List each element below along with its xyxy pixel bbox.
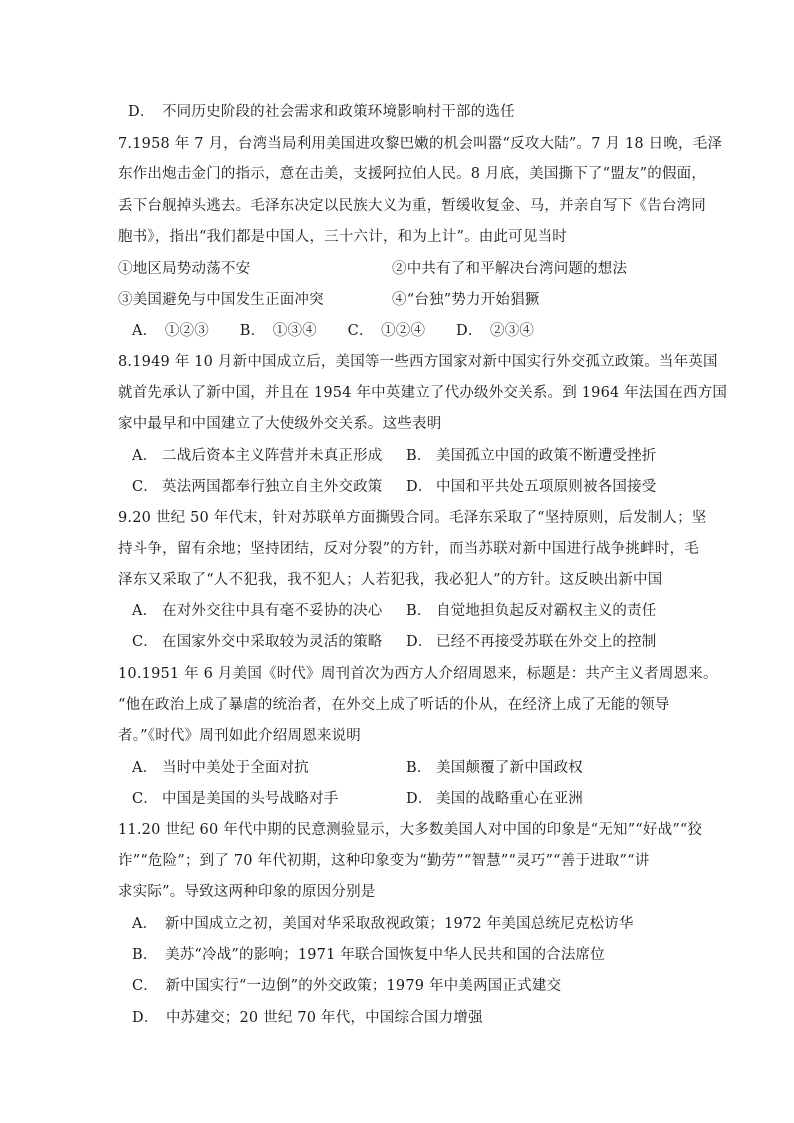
q10-stem-line-1: 10.1951 年 6 月美国《时代》周刊首次为西方人介绍周恩来，标题是：共产主义者周恩来。: [118, 666, 718, 682]
q7-stem-line-2: 东作出炮击金门的指示，意在击美，支援阿拉伯人民。8 月底，美国撕下了“盟友”的假面，: [118, 166, 707, 182]
q11-option-c: C． 新中国实行“一边倒”的外交政策；1979 年中美两国正式建交: [132, 978, 562, 994]
q8-option-a-text: 二战后资本主义阵营并未真正形成: [162, 448, 383, 464]
q8-option-c-letter: C．: [132, 479, 158, 495]
q7-answer-c: C． ①②④: [347, 323, 426, 339]
q9-option-a: [132, 601, 383, 621]
q7-answer-b: B． ①③④: [239, 323, 317, 339]
q7-stem-line-3: 丢下台舰掉头逃去。毛泽东决定以民族大义为重，暂缓收复金、马，并亲自写下《告台湾同: [118, 198, 706, 214]
q10-option-b-letter: B．: [406, 760, 432, 776]
q7-item-1: ①地区局势动荡不安: [118, 261, 251, 277]
q10-option-a-letter: A．: [132, 760, 158, 776]
q10-option-c-letter: C．: [132, 791, 158, 807]
q7-item-3: ③美国避免与中国发生正面冲突: [118, 292, 324, 308]
q8-option-b: [406, 446, 657, 466]
q10-option-a: [132, 758, 309, 778]
q8-option-b-letter: B．: [406, 448, 432, 464]
q7-stem-line-1: 7.1958 年 7 月，台湾当局利用美国进攻黎巴嫩的机会叫嚣“反攻大陆”。7 月 18 日晚，毛泽: [118, 136, 723, 152]
q8-option-c: [132, 477, 383, 497]
q9-option-c-text: 在国家外交中采取较为灵活的策略: [162, 634, 383, 650]
q9-option-b: [406, 601, 657, 621]
q8-stem-line-1: 8.1949 年 10 月新中国成立后，美国等一些西方国家对新中国实行外交孤立政策。当年英国: [118, 354, 718, 370]
q11-option-b: B． 美苏“冷战”的影响；1971 年联合国恢复中华人民共和国的合法席位: [132, 947, 605, 963]
q10-option-a-text: 当时中美处于全面对抗: [162, 760, 309, 776]
q11-stem-line-1: 11.20 世纪 60 年代中期的民意测验显示，大多数美国人对中国的印象是“无知”“好战”“狡: [118, 822, 703, 838]
q9-stem-line-3: 泽东又采取了“人不犯我，我不犯人；人若犯我，我必犯人”的方针。这反映出新中国: [118, 572, 663, 588]
q10-option-d-letter: D．: [406, 791, 433, 807]
q11-option-a: A． 新中国成立之初，美国对华采取敌视政策；1972 年美国总统尼克松访华: [132, 916, 634, 932]
q8-option-b-text: 美国孤立中国的政策不断遭受挫折: [436, 448, 657, 464]
q11-stem-line-3: 求实际”。导致这两种印象的原因分别是: [118, 884, 376, 900]
q7-item-2: ②中共有了和平解决台湾问题的想法: [392, 261, 628, 277]
q9-option-c-letter: C．: [132, 634, 158, 650]
q8-stem-line-3: 家中最早和中国建立了大使级外交关系。这些表明: [118, 416, 442, 432]
q9-option-a-letter: A．: [132, 603, 158, 619]
q8-option-d: [406, 477, 657, 497]
q10-stem-line-3: 者。”《时代》周刊如此介绍周恩来说明: [118, 728, 362, 744]
q9-option-d: [406, 632, 657, 652]
q8-option-c-text: 英法两国都奉行独立自主外交政策: [162, 479, 383, 495]
q10-stem-line-2: “他在政治上成了暴虐的统治者，在外交上成了听话的仆从，在经济上成了无能的领导: [118, 697, 670, 713]
q11-stem-line-2: 诈”“危险”；到了 70 年代初期，这种印象变为“勤劳”“智慧”“灵巧”“善于进取”“讲: [118, 853, 650, 869]
q10-option-c: [132, 789, 338, 809]
q7-stem-line-4: 胞书》，指出“我们都是中国人，三十六计，和为上计”。由此可见当时: [118, 229, 567, 245]
q11-option-d: D． 中苏建交；20 世纪 70 年代，中国综合国力增强: [132, 1010, 483, 1026]
q7-answer-d: D． ②③④: [456, 323, 535, 339]
q9-option-d-text: 已经不再接受苏联在外交上的控制: [436, 634, 657, 650]
q10-option-c-text: 中国是美国的头号战略对手: [162, 791, 339, 807]
q9-stem-line-2: 持斗争，留有余地；坚持团结，反对分裂”的方针，而当苏联对新中国进行战争挑衅时，毛: [118, 541, 699, 557]
q7-item-4: ④“台独”势力开始猖獗: [392, 292, 540, 308]
q10-option-d: [406, 789, 583, 809]
q10-option-d-text: 美国的战略重心在亚洲: [436, 791, 583, 807]
q9-stem-line-1: 9.20 世纪 50 年代末，针对苏联单方面撕毁合同。毛泽东采取了“坚持原则，后发制人；坚: [118, 510, 707, 526]
q6-option-d: D． 不同历史阶段的社会需求和政策环境影响村干部的选任: [128, 104, 515, 120]
q9-option-d-letter: D．: [406, 634, 433, 650]
q8-option-d-text: 中国和平共处五项原则被各国接受: [436, 479, 657, 495]
q10-option-b: [406, 758, 583, 778]
q8-stem-line-2: 就首先承认了新中国，并且在 1954 年中英建立了代办级外交关系。到 1964 年法国在西方国: [118, 385, 728, 401]
q10-option-b-text: 美国颠覆了新中国政权: [436, 760, 583, 776]
q9-option-a-text: 在对外交往中具有毫不妥协的决心: [162, 603, 383, 619]
q7-answer-a: A． ①②③: [132, 323, 209, 339]
q8-option-d-letter: D．: [406, 479, 433, 495]
q8-option-a-letter: A．: [132, 448, 158, 464]
q9-option-b-text: 自觉地担负起反对霸权主义的责任: [436, 603, 657, 619]
q7-answer-row: [132, 321, 560, 341]
q9-option-b-letter: B．: [406, 603, 432, 619]
q8-option-a: [132, 446, 383, 466]
q9-option-c: [132, 632, 383, 652]
